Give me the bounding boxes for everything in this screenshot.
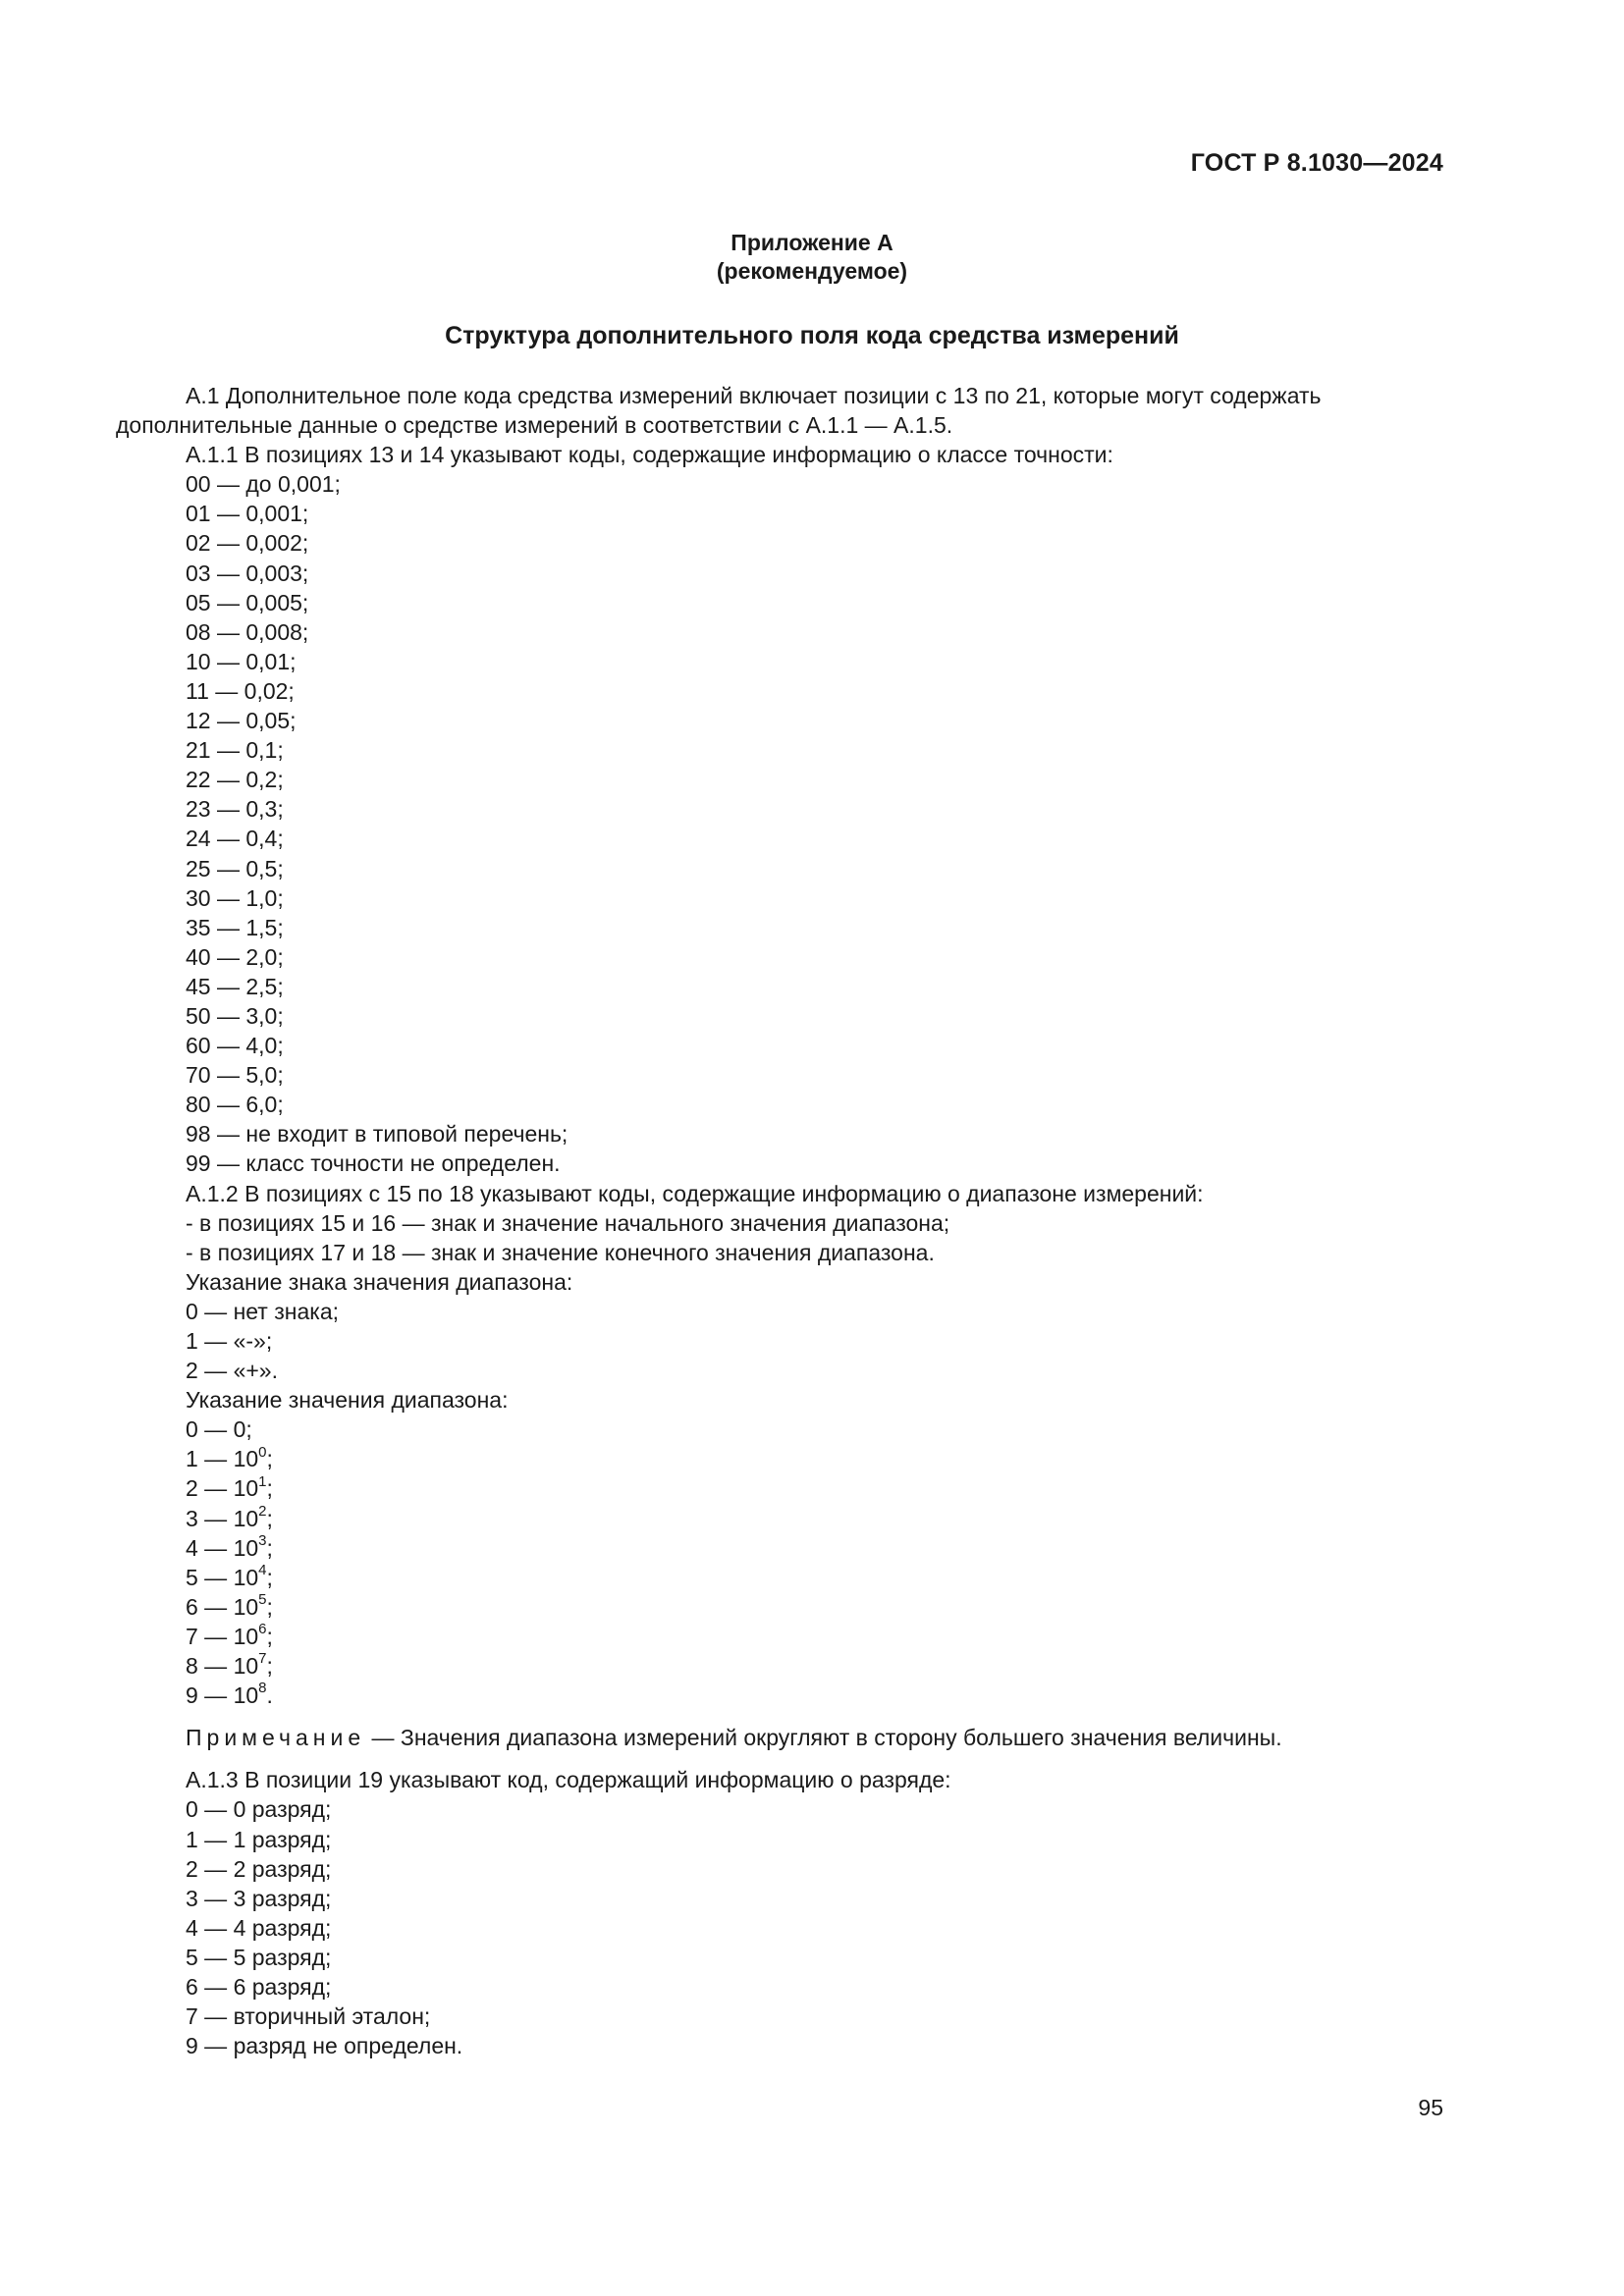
power-exponent: 8 (258, 1680, 267, 1697)
power-item (186, 1622, 1449, 1651)
value-heading: Указание значения диапазона: (186, 1387, 509, 1414)
power-item (186, 1533, 1449, 1563)
list-item: 24 — 0,4; (186, 826, 284, 852)
sign-heading: Указание знака значения диапазона: (186, 1268, 573, 1295)
accuracy-class-list (116, 469, 1449, 1178)
power-end: ; (266, 1593, 273, 1620)
power-end: ; (266, 1564, 273, 1590)
power-item (186, 1473, 1449, 1503)
power-exponent: 1 (258, 1472, 267, 1490)
page-number: 95 (1418, 2095, 1443, 2120)
list-item: 01 — 0,001; (186, 501, 309, 527)
list-item: 40 — 2,0; (186, 943, 284, 970)
list-item: 98 — не входит в типовой перечень; (186, 1121, 568, 1148)
power-exponent: 4 (258, 1562, 267, 1579)
list-item: 80 — 6,0; (186, 1092, 284, 1118)
power-item (186, 1592, 1449, 1622)
list-item: 4 — 4 разряд; (186, 1914, 332, 1941)
list-item: 02 — 0,002; (186, 530, 309, 557)
list-item: 0 — нет знака; (186, 1298, 340, 1324)
power-base: 7 — 10 (186, 1623, 259, 1649)
list-item: 1 — «-»; (186, 1328, 273, 1354)
list-item: 0 — 0; (186, 1416, 252, 1443)
list-item: 11 — 0,02; (186, 677, 295, 704)
list-item: 7 — вторичный эталон; (186, 2003, 431, 2030)
list-item: 12 — 0,05; (186, 708, 297, 734)
list-item: 99 — класс точности не определен. (186, 1150, 561, 1177)
list-item: 22 — 0,2; (186, 767, 284, 793)
note-label: Примечание (186, 1725, 366, 1751)
list-item: 50 — 3,0; (186, 1002, 284, 1029)
list-item: 45 — 2,5; (186, 973, 284, 999)
list-item: 70 — 5,0; (186, 1062, 284, 1089)
a12-heading: А.1.2 В позициях с 15 по 18 указывают коды, содержащие информацию о диапазоне измерений: (186, 1180, 1204, 1206)
document-body (116, 381, 1449, 2060)
power-base: 8 — 10 (186, 1653, 259, 1680)
power-end: ; (266, 1623, 273, 1649)
range-bullet: - в позициях 15 и 16 — знак и значение начального значения диапазона; (186, 1209, 950, 1236)
list-item: 03 — 0,003; (186, 560, 309, 586)
power-end: ; (266, 1475, 273, 1502)
list-item: 10 — 0,01; (186, 648, 297, 674)
power-item (186, 1681, 1449, 1710)
spacer (116, 1710, 1449, 1723)
list-item: 30 — 1,0; (186, 884, 284, 911)
power-end: ; (266, 1505, 273, 1531)
list-item: 6 — 6 разряд; (186, 1973, 332, 2000)
power-item (186, 1444, 1449, 1473)
range-bullet: - в позициях 17 и 18 — знак и значение конечного значения диапазона. (186, 1239, 935, 1265)
list-item: 35 — 1,5; (186, 914, 284, 940)
list-item: 60 — 4,0; (186, 1033, 284, 1059)
power-base: 1 — 10 (186, 1446, 259, 1472)
list-item: 2 — 2 разряд; (186, 1855, 332, 1882)
a13-heading: А.1.3 В позиции 19 указывают код, содержащий информацию о разряде: (186, 1767, 951, 1793)
a11-heading: А.1.1 В позициях 13 и 14 указывают коды, содержащие информацию о классе точности: (186, 442, 1113, 468)
note-text: — Значения диапазона измерений округляют в сторону большего значения величины. (365, 1725, 1282, 1751)
power-end: ; (266, 1534, 273, 1561)
power-item (186, 1563, 1449, 1592)
power-base: 3 — 10 (186, 1505, 259, 1531)
list-item: 5 — 5 разряд; (186, 1944, 332, 1970)
list-item: 25 — 0,5; (186, 855, 284, 881)
power-exponent: 7 (258, 1650, 267, 1668)
power-base: 6 — 10 (186, 1593, 259, 1620)
spacer (116, 1752, 1449, 1765)
list-item: 2 — «+». (186, 1358, 278, 1384)
paragraph-a1: А.1 Дополнительное поле кода средства измерений включает позиции с 13 по 21, которые могут содержать дополнительные данные о средстве измерений в соответствии с А.1.1 — А.1.5. (116, 383, 1322, 439)
list-item: 00 — до 0,001; (186, 471, 341, 498)
list-item: 21 — 0,1; (186, 737, 284, 764)
list-item: 05 — 0,005; (186, 589, 309, 615)
power-exponent: 0 (258, 1443, 267, 1461)
power-exponent: 5 (258, 1591, 267, 1609)
list-item: 3 — 3 разряд; (186, 1885, 332, 1911)
power-end: . (266, 1682, 273, 1709)
list-item: 9 — разряд не определен. (186, 2033, 463, 2059)
section-title: Структура дополнительного поля кода средства измерений (445, 322, 1179, 349)
power-item (186, 1504, 1449, 1533)
power-base: 5 — 10 (186, 1564, 259, 1590)
list-item: 08 — 0,008; (186, 618, 309, 645)
list-item: 0 — 0 разряд; (186, 1796, 332, 1823)
appendix-title: Приложение А (731, 230, 893, 255)
power-exponent: 2 (258, 1502, 267, 1520)
power-base: 2 — 10 (186, 1475, 259, 1502)
rank-list (116, 1794, 1449, 2060)
power-end: ; (266, 1446, 273, 1472)
power-item (186, 1651, 1449, 1681)
power-base: 9 — 10 (186, 1682, 259, 1709)
appendix-subtitle: (рекомендуемое) (716, 258, 908, 284)
power-exponent: 6 (258, 1621, 267, 1638)
power-base: 4 — 10 (186, 1534, 259, 1561)
document-code: ГОСТ Р 8.1030—2024 (1190, 149, 1443, 177)
power-end: ; (266, 1653, 273, 1680)
power-exponent: 3 (258, 1532, 267, 1549)
list-item: 1 — 1 разряд; (186, 1826, 332, 1852)
note (186, 1723, 1449, 1752)
list-item: 23 — 0,3; (186, 796, 284, 823)
